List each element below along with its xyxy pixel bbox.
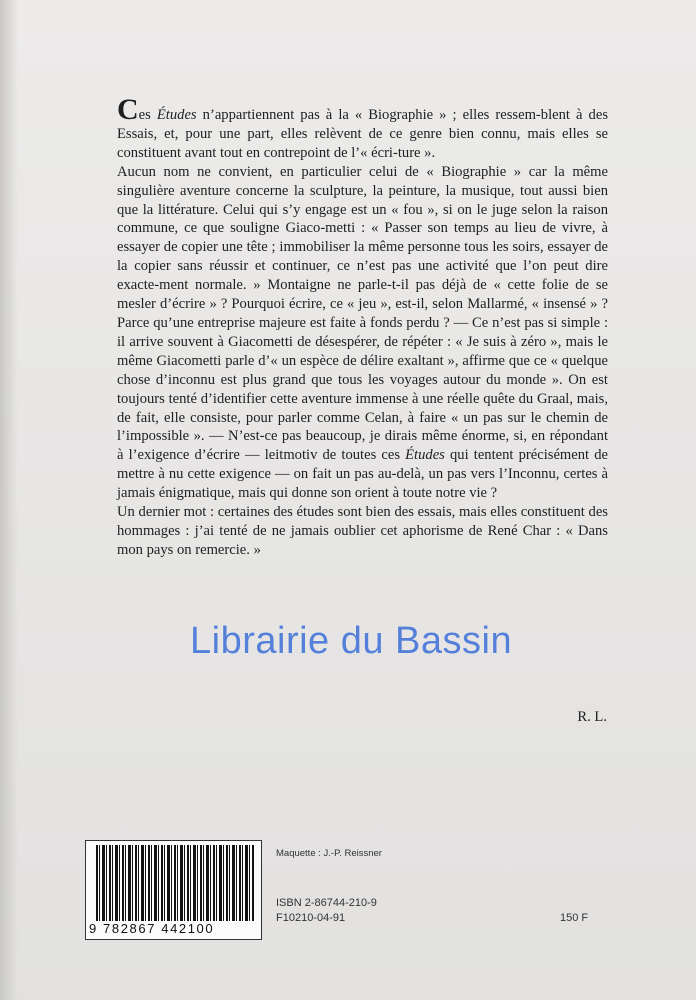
paragraph-3: Un dernier mot : certaines des études sont bien des essais, mais elles constituent des hommages : j’ai tenté de ne jamais oublier cet aphorisme de René Char : « Dans mon pays on remercie. » (117, 504, 608, 558)
paragraph-2 (117, 163, 608, 503)
watermark-text: Librairie du Bassin (190, 620, 513, 662)
isbn: ISBN 2-86744-210-9 (276, 897, 377, 909)
price: 150 F (560, 912, 589, 924)
p1-rest: n’appartiennent pas à la « Biographie » ; elles ressem-blent à des Essais, et, pour une part, elles relèvent de ce genre bien connu, mais elles se constituent avant tout en contrepoint de l’« écri-ture ». (117, 107, 608, 161)
barcode-number: 9 782867 442100 (89, 921, 215, 936)
p2-rest: qui tentent précisément de mettre à nu cette exigence — on fait un pas au-delà, un pas vers l’Inconnu, certes à jamais énigmatique, mais qui donne son orient à toute notre vie ? (117, 447, 608, 502)
paragraph-1 (117, 93, 608, 163)
drop-cap: C (117, 93, 139, 126)
p2-italic: Études (405, 447, 445, 464)
p1-start: es (138, 107, 157, 123)
p2-start: Aucun nom ne convient, en particulier celui de « Biographie » car la même singulière aventure concerne la sculpture, la peinture, la musique, tout aussi bien que la littérature. Celui qui s’y engage est un « fou », si on le juge selon la raison commune, ce que souligne Giaco-metti : « Passer son temps au lieu de vivre, à essayer de copier une tête ; immobiliser la même personne tous les soirs, essayer de la copier sans réussir et continuer, ce n’est pas une activité que l’on peut dire exacte-ment normale. » Montaigne ne parle-t-il pas déjà de « cette folie de se mesler d’écrire » ? Pourquoi écrire, ce « jeu », est-il, selon Mallarmé, « insensé » ? Parce qu’une entreprise majeure est faite à fonds perdu ? — Ce n’est pas si simple : il arrive souvent à Giacometti de désespérer, de répéter : « Je suis à zéro », mais le même Giacometti parle d’« un espèce de délire exaltant », affirme que ce « quelque chose d’inconnu est plus grand que tous les voyages autour du monde ». On est toujours tenté d’identifier cette aventure immense à une réelle quête du Graal, mais, de fait, elle consiste, pour parler comme Celan, à faire « un pas sur le chemin de l’impossible ». — N’est-ce pas beaucoup, je dirais même énorme, si, en répondant à l’exigence d’écrire — leitmotiv de toutes ces (117, 163, 608, 464)
barcode-bars (96, 845, 254, 921)
barcode (85, 840, 262, 940)
p1-italic: Études (156, 107, 197, 123)
maquette-credit: Maquette : J.-P. Reissner (276, 848, 382, 859)
signature: R. L. (577, 709, 607, 725)
spine-shadow (0, 0, 18, 1000)
product-code: F10210-04-91 (276, 912, 346, 924)
blurb-text (117, 93, 608, 560)
